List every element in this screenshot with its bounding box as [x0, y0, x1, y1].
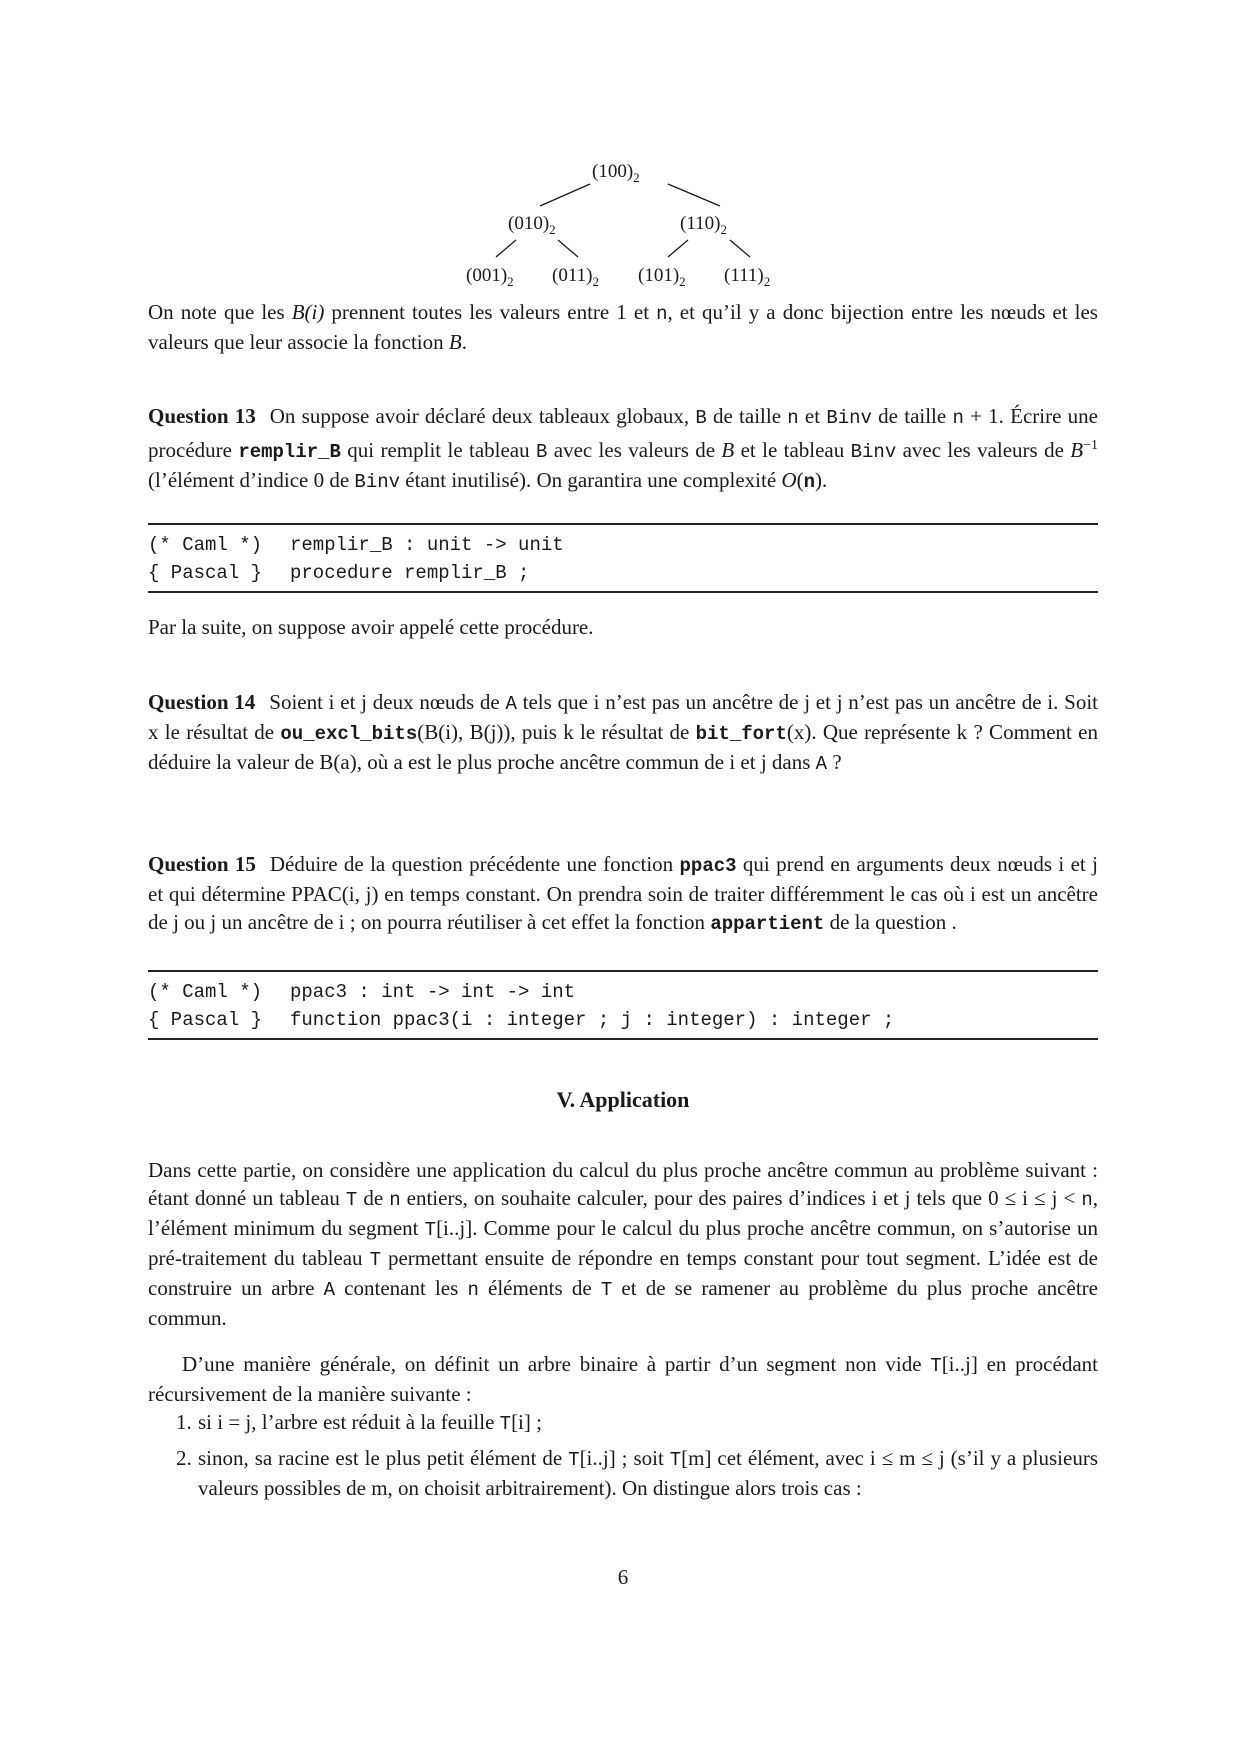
tree-node-label: (100)	[592, 161, 634, 182]
definition-paragraph: D’une manière générale, on définit un arbre binaire à partir d’un segment non vide T[i..j] en procédant récursivement de la manière suivante :	[148, 1352, 1098, 1406]
question-13: Question 13 On suppose avoir déclaré deux tableaux globaux, B de taille n et Binv de taille n + 1. Écrire une procédure remplir_B qui remplit le tableau B avec les valeurs de B et le tableau Binv avec les valeurs de $B^{-1}$ (l’élément d’indice 0 de Binv étant inutilisé). On garantira une complexité O(n).	[148, 404, 1099, 493]
page-number: 6	[617, 1565, 629, 1589]
definition-list	[148, 1408, 1098, 1508]
tree-leaf	[466, 265, 514, 289]
signature-row	[148, 559, 1098, 587]
tree-leaf	[724, 265, 770, 289]
question-label: Question 13	[148, 404, 256, 428]
subscript: 2	[633, 170, 640, 185]
svg-text:(111)2: $(111)_2$	[724, 265, 771, 289]
signature: remplir_B : unit -> unit	[290, 534, 564, 556]
intro-paragraph: On note que les B(i) prennent toutes les valeurs entre 1 et n, et qu’il y a donc bijection entre les nœuds et les valeurs que leur associe la fonction B.	[148, 300, 1098, 354]
tree-edge	[496, 240, 516, 257]
tree-node-right	[680, 213, 727, 237]
question-label: Question 15	[148, 852, 256, 876]
tree-leaf	[552, 265, 599, 289]
svg-text:(101)2: $(101)_2$	[638, 265, 686, 289]
tree-leaf	[638, 265, 686, 289]
binary-tree-diagram	[440, 150, 820, 290]
question-15: Question 15 Déduire de la question précédente une fonction ppac3 qui prend en arguments deux nœuds i et j et qui détermine PPAC(i, j) en temps constant. On prendra soin de traiter différemment le cas où i est un ancêtre de j ou j un ancêtre de i ; on pourra réutiliser à cet effet la fonction appartient de la question .	[148, 852, 1098, 935]
list-item: 1. si i = j, l’arbre est réduit à la feuille T[i] ;	[176, 1410, 542, 1435]
svg-text:(011)2: $(011)_2$	[552, 265, 599, 289]
tree-edge	[668, 240, 688, 257]
signature-box-q13	[148, 523, 1098, 593]
svg-text:(001)2: $(001)_2$	[466, 265, 514, 289]
tree-node-root	[592, 161, 640, 185]
tree-node-left	[508, 213, 556, 237]
signature: function ppac3(i : integer ; j : integer) : integer ;	[290, 1009, 895, 1031]
signature-row	[148, 531, 1098, 559]
q13-after-text: Par la suite, on suppose avoir appelé cette procédure.	[148, 615, 594, 639]
question-14: Question 14 Soient i et j deux nœuds de A tels que i n’est pas un ancêtre de j et j n’est pas un ancêtre de i. Soit x le résultat de ou_excl_bits(B(i), B(j)), puis k le résultat de bit_fort(x). Que représente k ? Comment en déduire la valeur de B(a), où a est le plus proche ancêtre commun de i et j dans A ?	[148, 690, 1098, 775]
language-label: { Pascal }	[148, 1009, 263, 1031]
question-label: Question 14	[148, 690, 256, 714]
signature-row	[148, 978, 1098, 1006]
signature-row	[148, 1006, 1098, 1034]
tree-edge	[540, 184, 590, 206]
tree-edge	[668, 184, 720, 206]
section-title: V. Application	[556, 1087, 690, 1112]
list-item: 2. sinon, sa racine est le plus petit élément de T[i..j] ; soit T[m] cet élément, avec i ≤ m ≤ j (s’il y a plusieurs valeurs possibles de m, on choisit arbitrairement). On distingue alors trois cas :	[176, 1446, 1098, 1500]
signature-box-q15	[148, 970, 1098, 1040]
svg-text:(110)2: $(110)_2$	[680, 213, 727, 237]
signature: procedure remplir_B ;	[290, 562, 530, 584]
language-label: (* Caml *)	[148, 981, 263, 1003]
application-paragraph: Dans cette partie, on considère une application du calcul du plus proche ancêtre commun au problème suivant : étant donné un tableau T de n entiers, on souhaite calculer, pour des paires d’indices i et j tels que 0 ≤ i ≤ j < n, l’élément minimum du segment T[i..j]. Comme pour le calcul du plus proche ancêtre commun, on s’autorise un pré-traitement du tableau T permettant ensuite de répondre en temps constant pour tout segment. L’idée est de construire un arbre A contenant les n éléments de T et de se ramener au problème du plus proche ancêtre commun.	[148, 1158, 1098, 1330]
svg-text:(100)2	[592, 161, 640, 185]
tree-edge	[558, 240, 578, 257]
language-label: { Pascal }	[148, 562, 263, 584]
svg-text:(010)2: $(010)_2$	[508, 213, 556, 237]
signature: ppac3 : int -> int -> int	[290, 981, 576, 1003]
tree-edge	[730, 240, 750, 257]
language-label: (* Caml *)	[148, 534, 263, 556]
